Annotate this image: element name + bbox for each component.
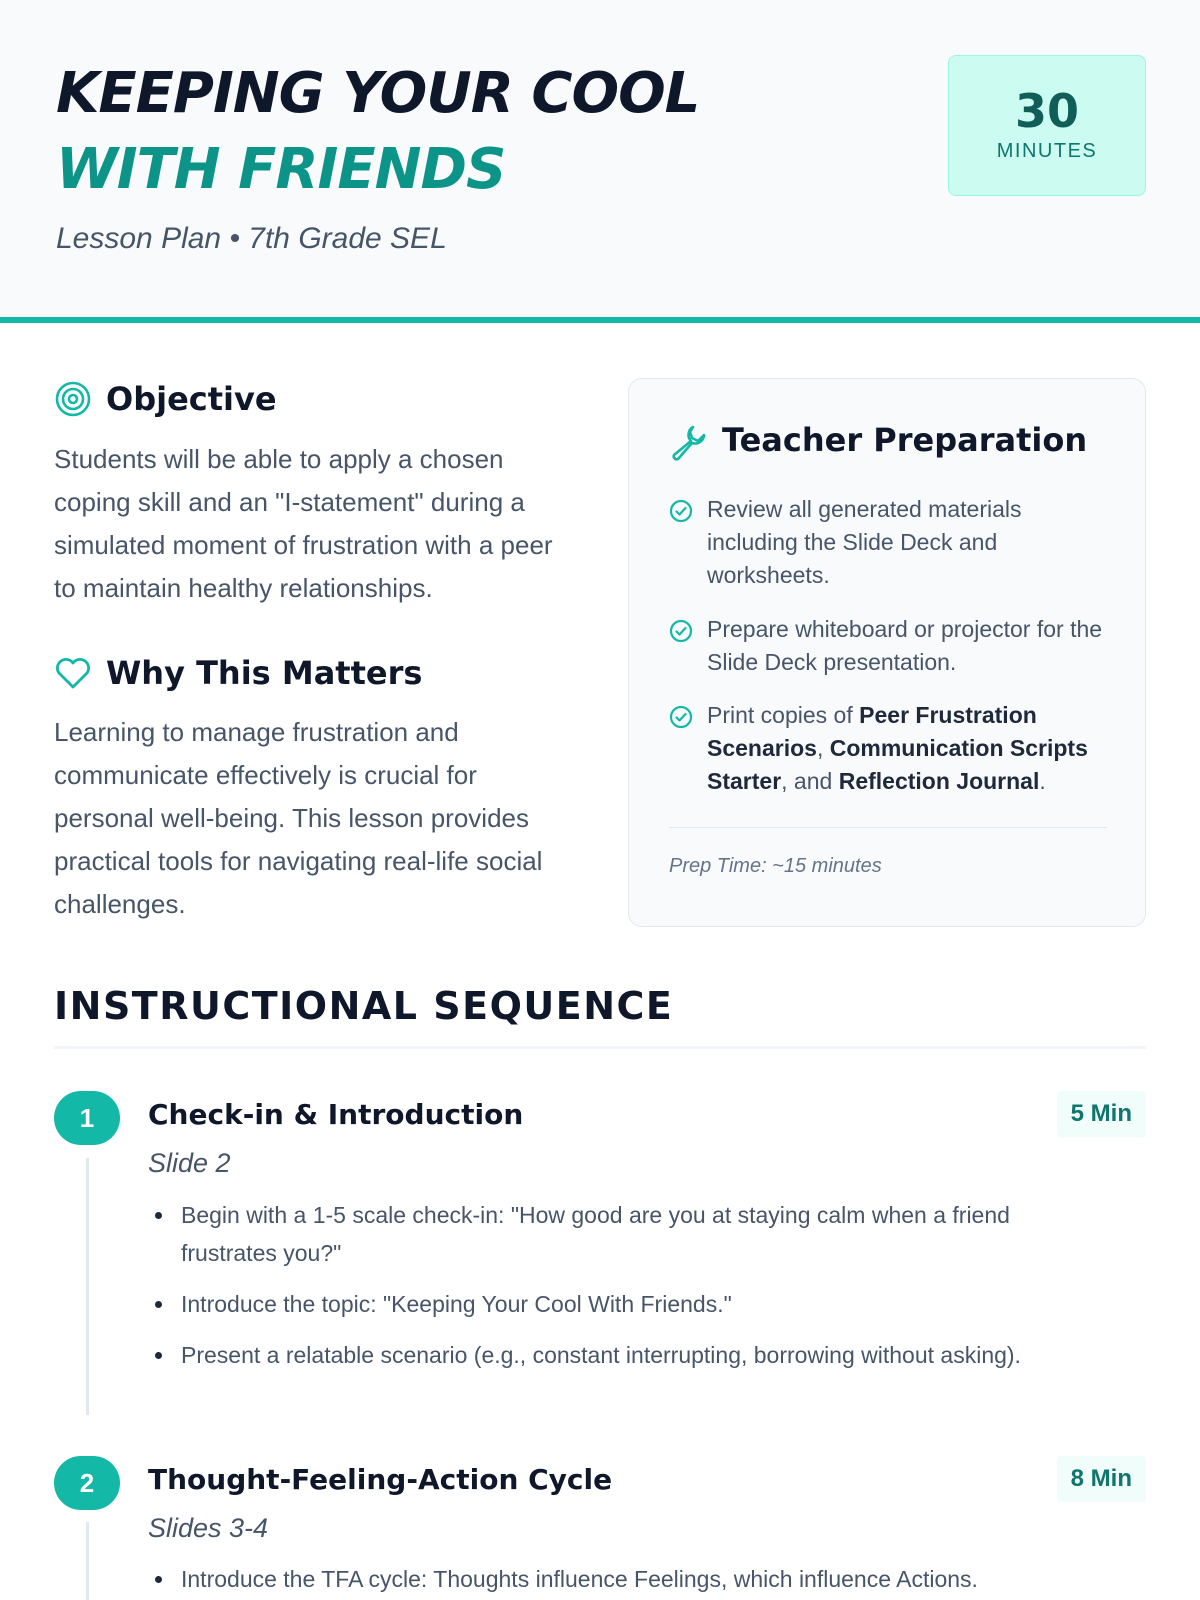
prep-item-text: Print copies of Peer Frustration Scenarios, Communication Scripts Starter, and Reflection Journal. (707, 702, 1088, 794)
step-slide-ref: Slide 2 (148, 1148, 231, 1178)
list-item: Introduce the topic: "Keeping Your Cool With Friends." (148, 1285, 1108, 1323)
header-divider (0, 317, 1200, 323)
material-name: Communication Scripts Starter (707, 735, 1088, 794)
step-bullet-list (148, 1196, 1108, 1387)
step-duration-badge: 8 Min (1057, 1456, 1146, 1502)
page-title (56, 56, 699, 208)
duration-badge (948, 55, 1146, 196)
step-number-badge: 1 (54, 1091, 120, 1145)
duration-unit: MINUTES (996, 140, 1098, 162)
check-circle-icon (669, 499, 693, 592)
step-slide-ref: Slides 3-4 (148, 1513, 269, 1543)
teacher-prep-title: Teacher Preparation (722, 421, 1088, 459)
heart-icon (54, 654, 92, 692)
prep-time: Prep Time: ~15 minutes (669, 855, 882, 877)
lesson-header (0, 0, 1200, 317)
title-line-2: WITH FRIENDS (56, 137, 506, 202)
step-title: Thought-Feeling-Action Cycle (148, 1463, 613, 1496)
prep-item (669, 493, 1109, 592)
objective-text: Students will be able to apply a chosen coping skill and an "I-statement" during a simulated moment of frustration with a peer to maintain healthy relationships. (54, 444, 553, 603)
list-item: Present a relatable scenario (e.g., constant interrupting, borrowing without asking). (148, 1336, 1108, 1374)
list-item: Introduce the TFA cycle: Thoughts influence Feelings, which influence Actions. (148, 1560, 1108, 1598)
teacher-prep-card (628, 378, 1146, 927)
wrench-icon (669, 423, 707, 466)
step-duration-badge: 5 Min (1057, 1091, 1146, 1137)
sequence-divider (54, 1046, 1146, 1049)
prep-item-text: Prepare whiteboard or projector for the Slide Deck presentation. (707, 616, 1103, 675)
objective-heading (54, 380, 277, 418)
step-number-badge: 2 (54, 1456, 120, 1510)
step-bullet-list (148, 1560, 1108, 1600)
target-icon (54, 380, 92, 418)
step-connector (86, 1158, 89, 1415)
title-line-1: KEEPING YOUR COOL (56, 61, 700, 126)
objective-title: Objective (106, 380, 277, 418)
step-title: Check-in & Introduction (148, 1098, 524, 1131)
material-name: Reflection Journal (838, 768, 1040, 794)
duration-value: 30 (1014, 84, 1079, 138)
check-circle-icon (669, 705, 693, 798)
prep-item (669, 699, 1109, 798)
why-text: Learning to manage frustration and communicate effectively is crucial for personal well-being. This lesson provides practical tools for navigating real-life social challenges. (54, 717, 543, 919)
why-title: Why This Matters (106, 654, 423, 692)
prep-item-text: Review all generated materials including the Slide Deck and worksheets. (707, 496, 1022, 588)
list-item: Begin with a 1-5 scale check-in: "How good are you at staying calm when a friend frustrates you?" (148, 1196, 1108, 1272)
page-subtitle: Lesson Plan • 7th Grade SEL (56, 222, 447, 255)
card-divider (669, 827, 1107, 828)
prep-item (669, 613, 1109, 679)
why-heading (54, 654, 422, 692)
material-name: Peer Frustration Scenarios (707, 702, 1037, 761)
step-connector (86, 1522, 89, 1600)
sequence-heading: INSTRUCTIONAL SEQUENCE (54, 984, 674, 1028)
check-circle-icon (669, 619, 693, 679)
